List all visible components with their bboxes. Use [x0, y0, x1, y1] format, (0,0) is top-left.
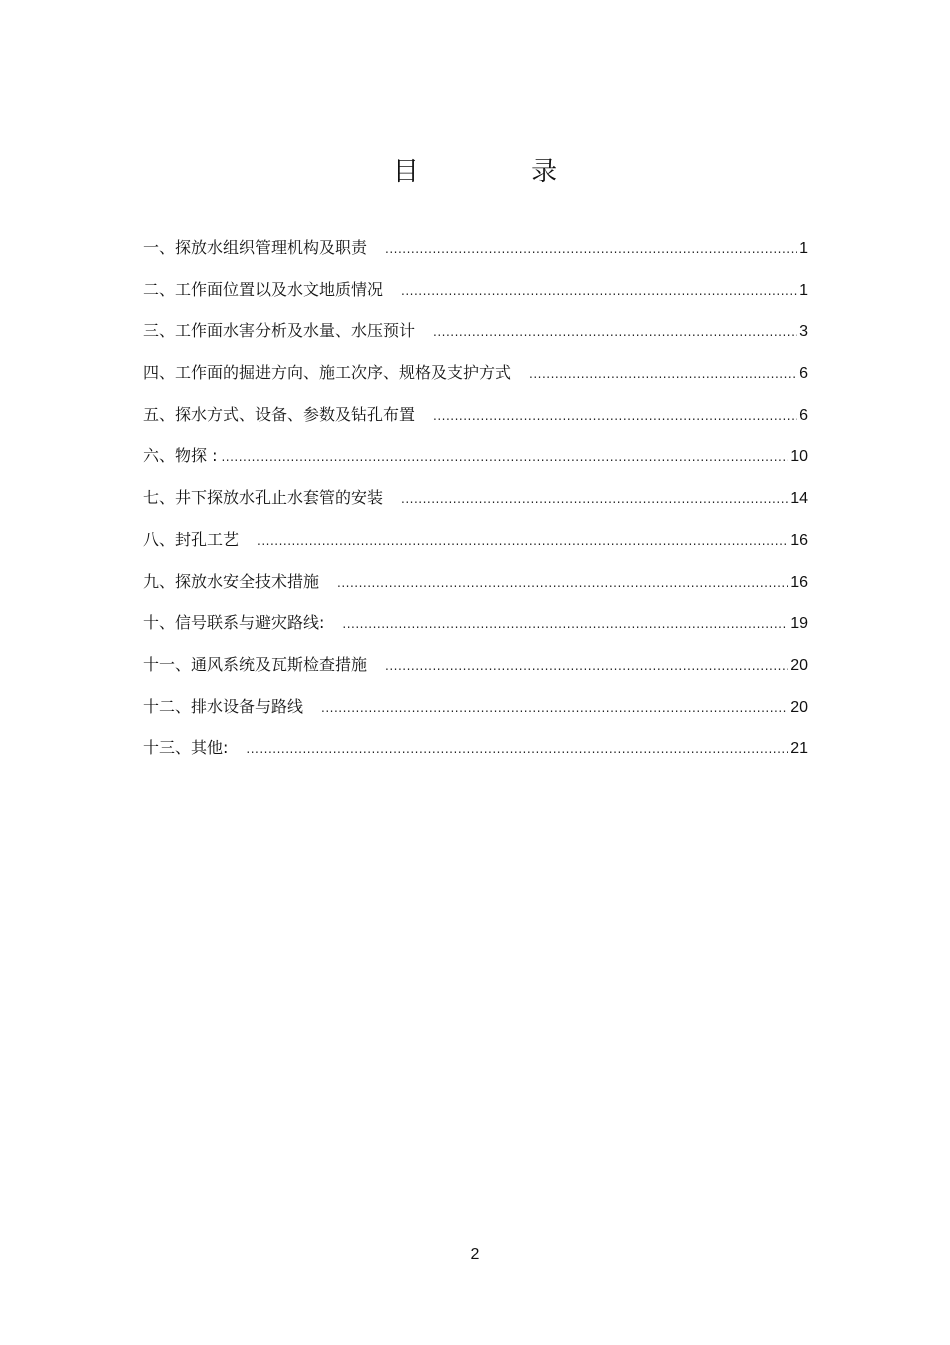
toc-entry-page: 16 [790, 573, 808, 591]
toc-entry-3[interactable] [143, 313, 808, 355]
toc-entry-label: 八、封孔工艺 [143, 529, 240, 549]
toc-entry-10[interactable] [143, 605, 808, 647]
toc-entry-page: 6 [799, 365, 808, 383]
toc-entry-label: 十二、排水设备与路线 [143, 696, 304, 716]
table-of-contents [143, 230, 808, 772]
toc-entry-2[interactable] [143, 272, 808, 314]
toc-entry-1[interactable] [143, 230, 808, 272]
toc-entry-label: 二、工作面位置以及水文地质情况 [143, 279, 384, 299]
toc-entry-page: 16 [790, 531, 808, 549]
toc-entry-8[interactable] [143, 522, 808, 564]
toc-entry-4[interactable] [143, 355, 808, 397]
toc-entry-label: 九、探放水安全技术措施 [143, 571, 320, 591]
toc-entry-label: 七、井下探放水孔止水套管的安装 [143, 488, 384, 508]
toc-entry-page: 1 [799, 281, 808, 299]
toc-entry-11[interactable] [143, 647, 808, 689]
toc-entry-page: 19 [790, 615, 808, 633]
toc-dot-leader [433, 314, 797, 350]
page-number: 2 [470, 1246, 480, 1263]
toc-entry-12[interactable] [143, 689, 808, 731]
toc-entry-page: 3 [799, 323, 808, 341]
toc-entry-7[interactable] [143, 480, 808, 522]
toc-dot-leader [342, 606, 788, 642]
toc-entry-page: 20 [790, 698, 808, 716]
toc-dot-leader [246, 731, 788, 767]
toc-entry-page: 14 [790, 490, 808, 508]
toc-entry-13[interactable] [143, 730, 808, 772]
toc-entry-5[interactable] [143, 397, 808, 439]
toc-dot-leader [433, 398, 797, 434]
toc-entry-page: 20 [790, 656, 808, 674]
toc-entry-6[interactable] [143, 438, 808, 480]
toc-dot-leader [529, 356, 797, 392]
toc-entry-label: 十一、通风系统及瓦斯检查措施 [143, 654, 368, 674]
toc-dot-leader [385, 231, 797, 267]
toc-dot-leader [401, 481, 788, 517]
toc-entry-label: 四、工作面的掘进方向、施工次序、规格及支护方式 [143, 363, 512, 383]
toc-entry-page: 21 [790, 740, 808, 758]
toc-dot-leader [337, 565, 788, 601]
toc-entry-label: 十、信号联系与避灾路线: [143, 613, 325, 633]
toc-dot-leader [221, 439, 788, 475]
toc-entry-label: 五、探水方式、设备、参数及钻孔布置 [143, 404, 416, 424]
toc-entry-page: 10 [790, 448, 808, 466]
toc-dot-leader [385, 648, 788, 684]
toc-dot-leader [321, 690, 788, 726]
toc-entry-label: 六、物探 : [143, 446, 218, 466]
toc-entry-9[interactable] [143, 564, 808, 606]
toc-entry-label: 一、探放水组织管理机构及职责 [143, 238, 368, 257]
toc-dot-leader [401, 273, 797, 309]
toc-entry-page: 1 [799, 240, 808, 257]
toc-dot-leader [257, 523, 788, 559]
page-title: 目 录 [392, 157, 610, 187]
toc-entry-page: 6 [799, 406, 808, 424]
toc-entry-label: 三、工作面水害分析及水量、水压预计 [143, 321, 416, 341]
toc-entry-label: 十三、其他: [143, 738, 229, 758]
